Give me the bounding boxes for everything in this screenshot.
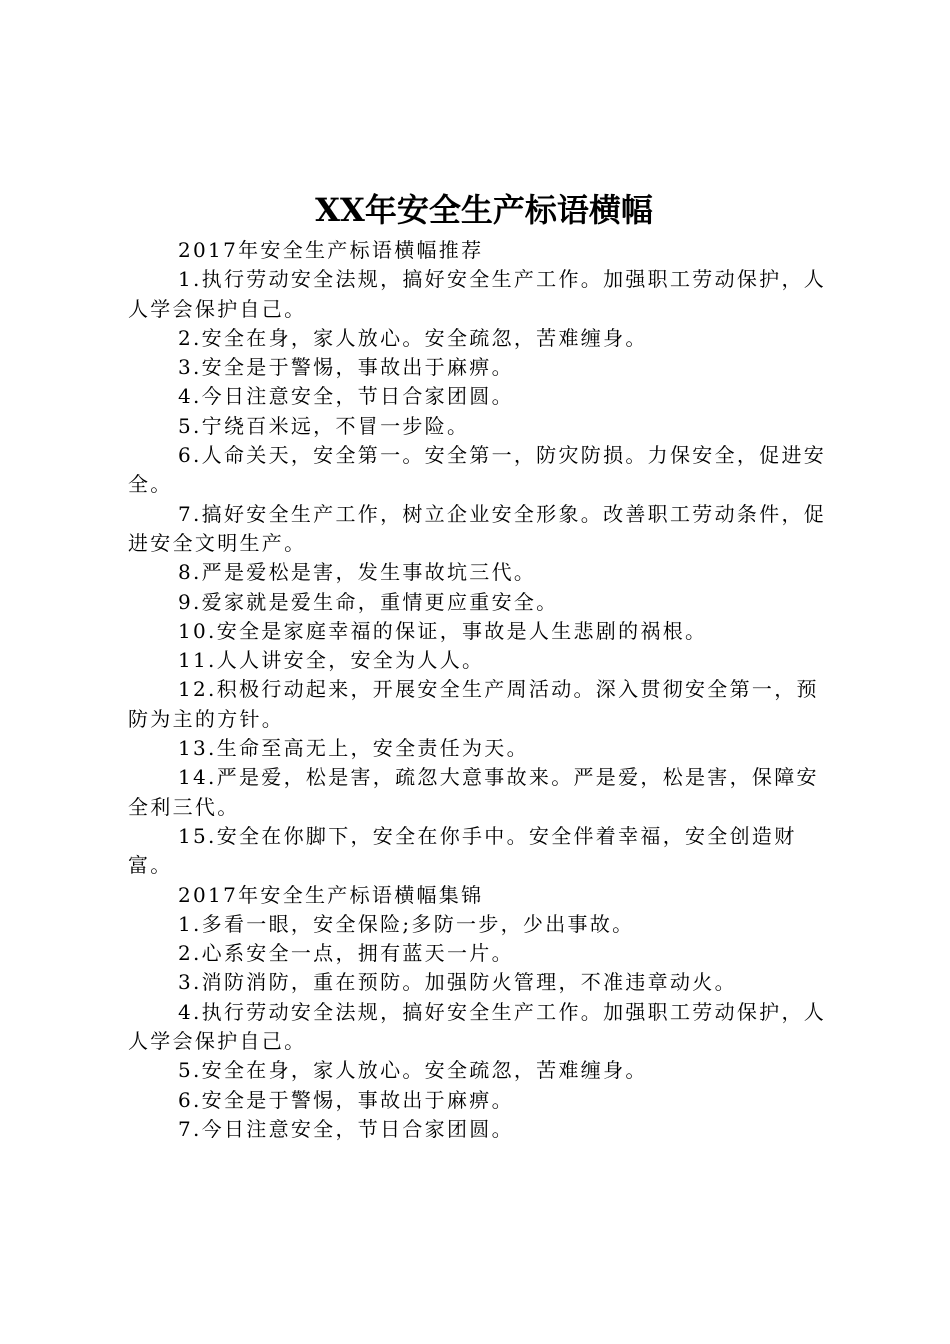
slogan-item: 2.安全在身，家人放心。安全疏忽，苦难缠身。	[178, 325, 648, 350]
slogan-item: 4.今日注意安全，节日合家团圆。	[178, 384, 514, 409]
slogan-item: 7.今日注意安全，节日合家团圆。	[178, 1116, 514, 1141]
slogan-item: 12.积极行动起来，开展安全生产周活动。深入贯彻安全第一，预防为主的方针。	[128, 677, 819, 731]
document-body	[128, 236, 840, 1144]
slogan-item: 6.安全是于警惕，事故出于麻痹。	[178, 1087, 514, 1112]
section-heading-collection: 2017年安全生产标语横幅集锦	[178, 882, 484, 907]
slogan-item: 2.心系安全一点，拥有蓝天一片。	[178, 941, 514, 966]
document-title: XX年安全生产标语横幅	[315, 191, 653, 229]
slogan-item: 14.严是爱，松是害，疏忽大意事故来。严是爱，松是害，保障安全利三代。	[128, 765, 819, 819]
slogan-item: 5.宁绕百米远，不冒一步险。	[178, 413, 470, 438]
slogan-item: 7.搞好安全生产工作，树立企业安全形象。改善职工劳动条件，促进安全文明生产。	[128, 501, 827, 555]
slogan-item: 10.安全是家庭幸福的保证，事故是人生悲剧的祸根。	[178, 618, 708, 643]
slogan-item: 9.爱家就是爱生命，重情更应重安全。	[178, 589, 559, 614]
slogan-item: 3.安全是于警惕，事故出于麻痹。	[178, 355, 514, 380]
section-heading-recommend: 2017年安全生产标语横幅推荐	[178, 238, 484, 262]
slogan-item: 1.执行劳动安全法规，搞好安全生产工作。加强职工劳动保护，人人学会保护自己。	[128, 267, 827, 321]
slogan-item: 5.安全在身，家人放心。安全疏忽，苦难缠身。	[178, 1058, 648, 1083]
slogan-item: 15.安全在你脚下，安全在你手中。安全伴着幸福，安全创造财富。	[128, 823, 797, 878]
slogan-item: 1.多看一眼，安全保险;多防一步，少出事故。	[178, 911, 635, 936]
slogan-item: 13.生命至高无上，安全责任为天。	[178, 736, 529, 761]
slogan-item: 6.人命关天，安全第一。安全第一，防灾防损。力保安全，促进安全。	[128, 443, 827, 497]
slogan-item: 11.人人讲安全，安全为人人。	[178, 648, 485, 673]
slogan-item: 4.执行劳动安全法规，搞好安全生产工作。加强职工劳动保护，人人学会保护自己。	[128, 999, 827, 1054]
slogan-item: 3.消防消防，重在预防。加强防火管理，不准违章动火。	[178, 970, 737, 995]
slogan-item: 8.严是爱松是害，发生事故坑三代。	[178, 560, 537, 585]
